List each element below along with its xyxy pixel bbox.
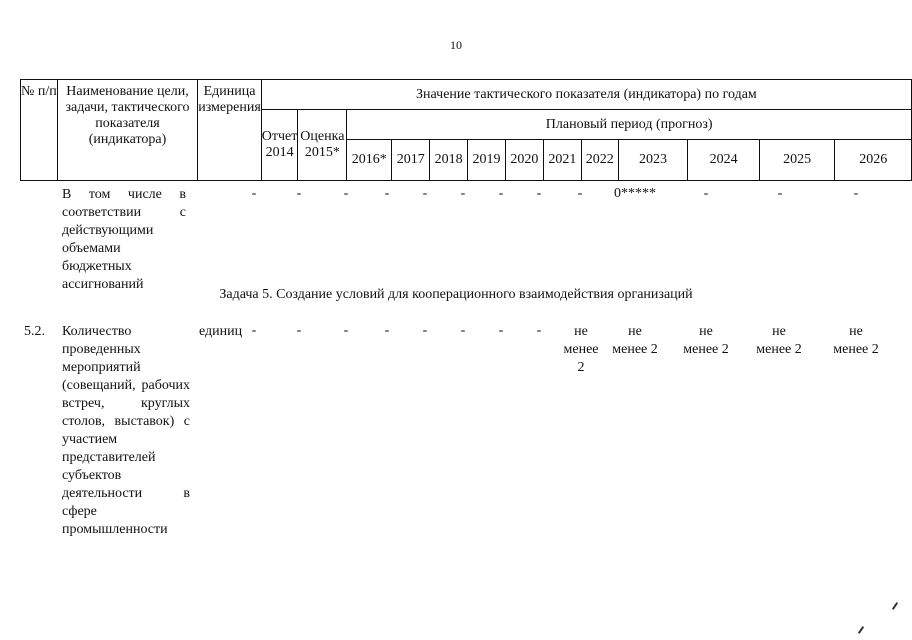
row-52-value: - bbox=[343, 323, 349, 338]
scan-mark bbox=[858, 626, 864, 634]
header-group-title: Значение тактического показателя (индикатора) по годам bbox=[261, 80, 911, 110]
row-52-value: - bbox=[296, 323, 302, 338]
funding-value: - bbox=[536, 186, 542, 201]
header-name: Наименование цели, задачи, тактического показателя (индикатора) bbox=[57, 80, 197, 181]
funding-value: - bbox=[296, 186, 302, 201]
header-year: 2023 bbox=[618, 140, 688, 181]
header-year: 2018 bbox=[430, 140, 468, 181]
header-num: № п/п bbox=[21, 80, 58, 181]
funding-value: - bbox=[577, 186, 583, 201]
header-year: 2022 bbox=[581, 140, 618, 181]
row-52-value: не менее 2 bbox=[612, 324, 658, 357]
header-year: 2025 bbox=[759, 140, 835, 181]
header-year: 2024 bbox=[688, 140, 760, 181]
funding-value: - bbox=[460, 186, 466, 201]
indicator-table-header bbox=[20, 79, 912, 181]
header-year: 2020 bbox=[505, 140, 543, 181]
funding-row-name: В том числе в соответствии с действующими объемами бюджетных ассигнований bbox=[62, 187, 186, 292]
row-52-value: - bbox=[251, 323, 257, 338]
row-52-name: Количество проведенных мероприятий (совещаний, рабочих встреч, круглых столов, выставок) с участием представителей субъектов деятельности в сфере промышленности bbox=[62, 324, 190, 537]
page-number: 10 bbox=[450, 38, 462, 52]
funding-value: - bbox=[777, 186, 783, 201]
funding-value: - bbox=[703, 186, 709, 201]
funding-value: 0***** bbox=[614, 186, 656, 201]
row-52-value: - bbox=[498, 323, 504, 338]
scan-mark bbox=[892, 602, 898, 610]
header-plan-title: Плановый период (прогноз) bbox=[347, 110, 912, 140]
row-52-value: не менее 2 bbox=[833, 324, 879, 357]
row-52-num: 5.2. bbox=[24, 324, 45, 339]
header-year: 2019 bbox=[468, 140, 506, 181]
header-report-label: Отчет bbox=[261, 129, 298, 144]
funding-value: - bbox=[422, 186, 428, 201]
row-52-unit: единиц bbox=[199, 324, 243, 339]
funding-value: - bbox=[343, 186, 349, 201]
row-52-value: не менее 2 bbox=[756, 324, 802, 357]
header-year: 2026 bbox=[835, 140, 912, 181]
row-52-value: - bbox=[422, 323, 428, 338]
funding-value: - bbox=[384, 186, 390, 201]
funding-value: - bbox=[498, 186, 504, 201]
row-52-value: - bbox=[384, 323, 390, 338]
header-year: 2016* bbox=[347, 140, 392, 181]
row-52-value: не менее 2 bbox=[563, 324, 599, 375]
row-52-value: не менее 2 bbox=[683, 324, 729, 357]
funding-value: - bbox=[853, 186, 859, 201]
header-year: 2021 bbox=[543, 140, 581, 181]
funding-value: - bbox=[251, 186, 257, 201]
header-report-year: 2014 bbox=[265, 145, 294, 160]
row-52-value: - bbox=[536, 323, 542, 338]
header-year: 2017 bbox=[392, 140, 430, 181]
header-estimate-year: 2015* bbox=[304, 145, 340, 160]
task-5-title: Задача 5. Создание условий для кооперационного взаимодействия организаций bbox=[219, 287, 693, 302]
header-unit: Единица измерения bbox=[198, 80, 262, 181]
header-estimate-label: Оценка bbox=[300, 129, 345, 144]
row-52-value: - bbox=[460, 323, 466, 338]
header-report bbox=[261, 110, 298, 181]
header-estimate bbox=[298, 110, 347, 181]
